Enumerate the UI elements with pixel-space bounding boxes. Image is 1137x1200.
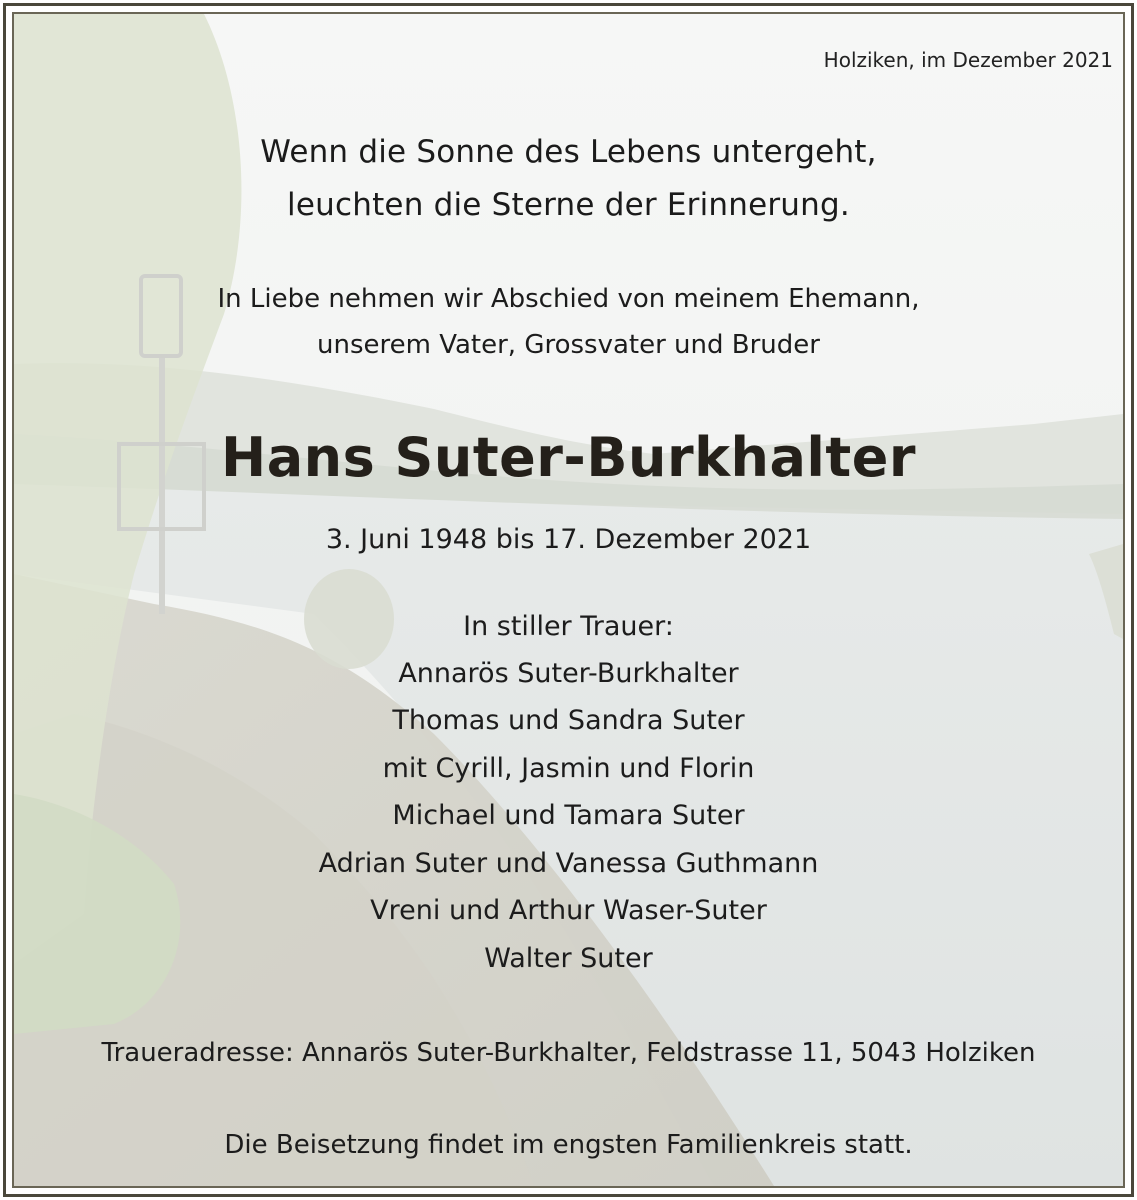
mourning-address: Traueradresse: Annarös Suter-Burkhalter, Feldstrasse 11, 5043 Holziken <box>101 1038 1036 1068</box>
mourners-heading: In stiller Trauer: <box>463 611 674 642</box>
mourner-name: Michael und Tamara Suter <box>392 800 745 831</box>
motto-line-2: leuchten die Sterne der Erinnerung. <box>287 187 850 223</box>
deceased-name: Hans Suter-Burkhalter <box>221 426 916 489</box>
mourner-name: Annarös Suter-Burkhalter <box>398 658 739 689</box>
intro-line-1: In Liebe nehmen wir Abschied von meinem Ehemann, <box>217 284 920 314</box>
place-and-date: Holziken, im Dezember 2021 <box>823 48 1113 72</box>
mourner-name: Vreni und Arthur Waser-Suter <box>370 895 767 926</box>
burial-note: Die Beisetzung findet im engsten Familienkreis statt. <box>224 1130 913 1160</box>
intro-line-2: unserem Vater, Grossvater und Bruder <box>317 330 820 360</box>
mourner-name: mit Cyrill, Jasmin und Florin <box>382 753 755 784</box>
life-dates: 3. Juni 1948 bis 17. Dezember 2021 <box>325 524 812 555</box>
motto-line-1: Wenn die Sonne des Lebens untergeht, <box>260 134 877 170</box>
mourner-name: Walter Suter <box>484 943 653 974</box>
inner-frame <box>12 12 1125 1188</box>
mourner-name: Thomas und Sandra Suter <box>392 705 745 736</box>
mourner-name: Adrian Suter und Vanessa Guthmann <box>318 848 819 879</box>
